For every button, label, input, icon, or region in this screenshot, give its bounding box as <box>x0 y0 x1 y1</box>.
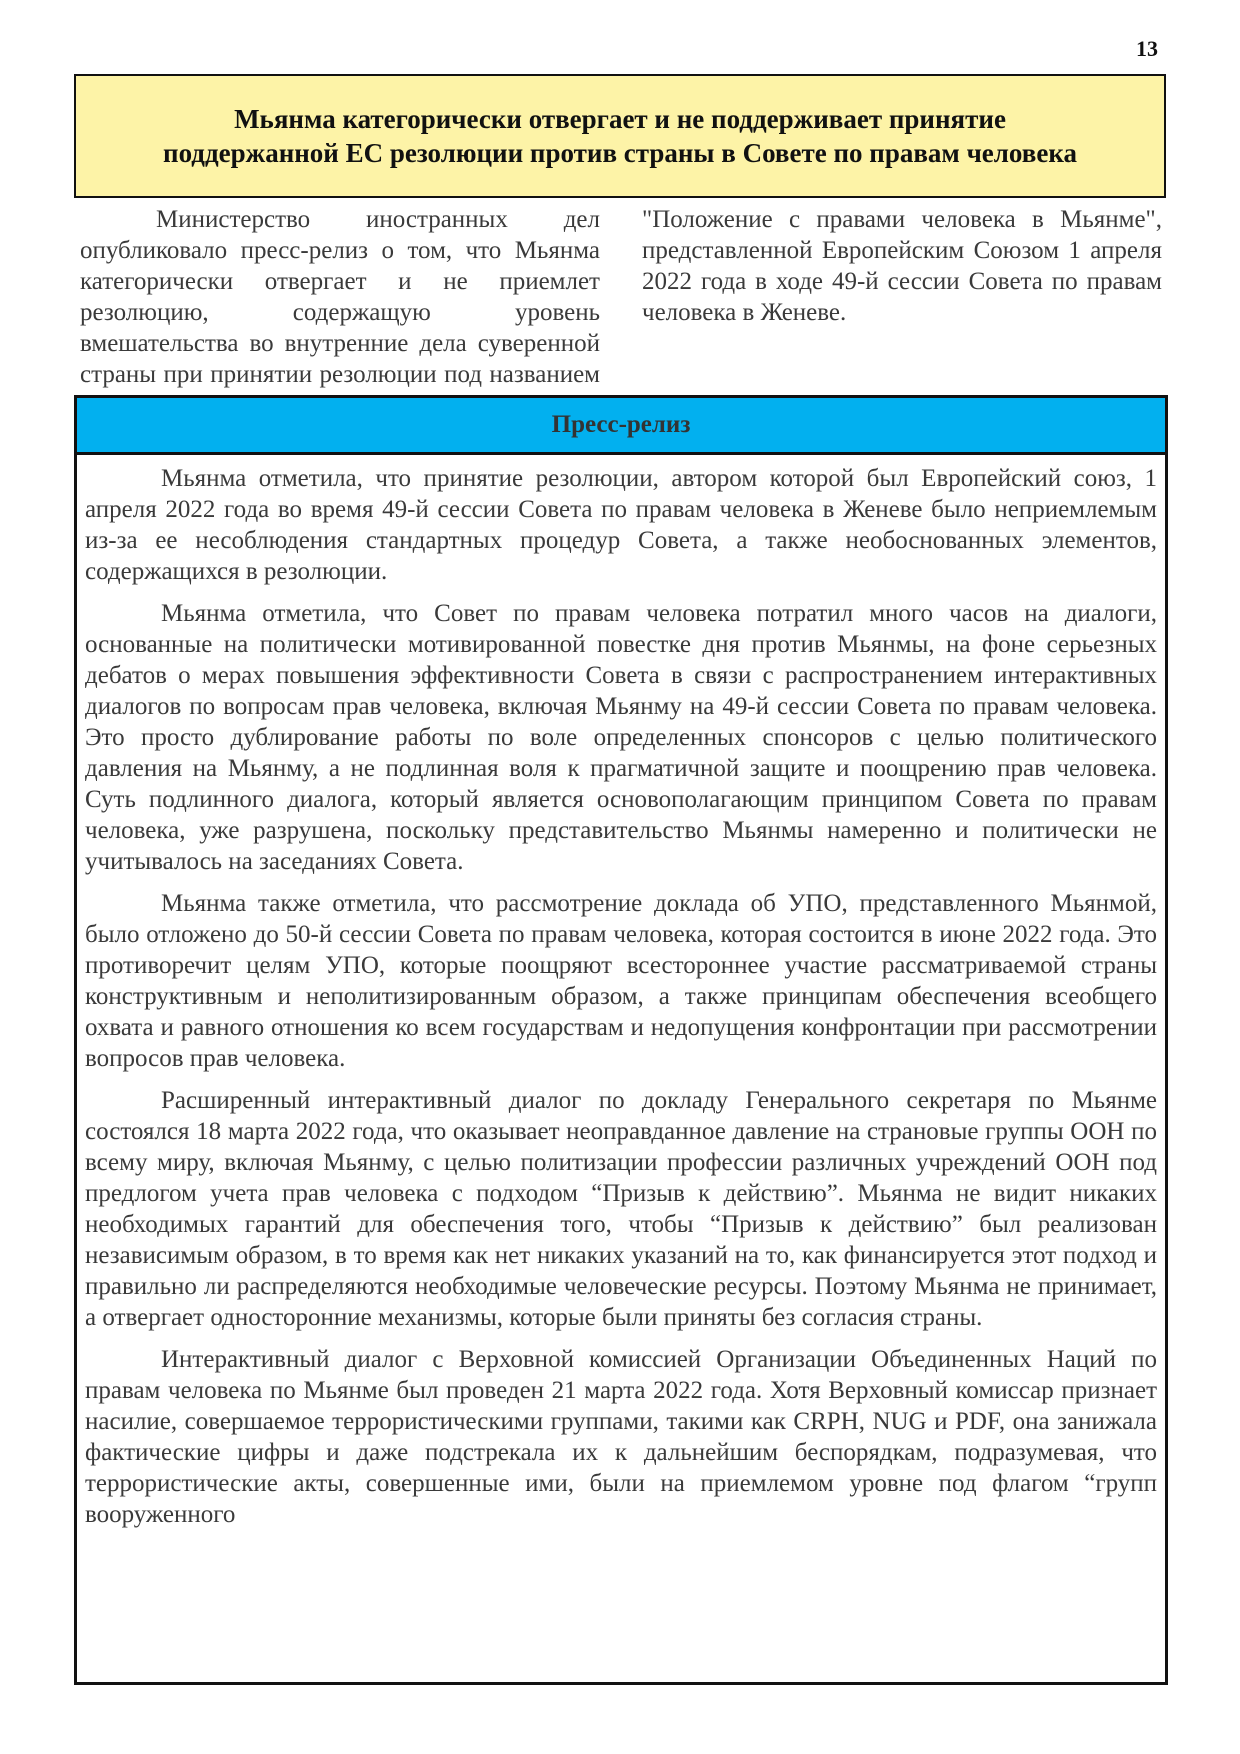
lead-section <box>80 204 1162 392</box>
press-paragraph: Расширенный интерактивный диалог по докладу Генерального секретаря по Мьянме состоялся 18 марта 2022 года, что оказывает неоправданное давление на страновые группы ООН по всему миру, включая Мьянму, с целью политизации профессии различных учреждений ООН под предлогом учета прав человека с подходом “Призыв к действию”. Мьянма не видит никаких необходимых гарантий для обеспечения того, чтобы “Призыв к действию” был реализован независимым образом, в то время как нет никаких указаний на то, как финансируется этот подход и правильно ли распределяются необходимые человеческие ресурсы. Поэтому Мьянма не принимает, а отвергает односторонние механизмы, которые были приняты без согласия страны. <box>85 1087 1157 1331</box>
press-paragraph: Интерактивный диалог с Верховной комиссией Организации Объединенных Наций по правам человека по Мьянме был проведен 21 марта 2022 года. Хотя Верховный комиссар признает насилие, совершаемое террористическими группами, такими как CRPH, NUG и PDF, она занижала фактические цифры и даже подстрекала их к дальнейшим беспорядкам, подразумевая, что террористические акты, совершенные ими, были на приемлемом уровне под флагом “групп вооруженного <box>85 1346 1157 1528</box>
press-release-header <box>77 398 1165 455</box>
page-number: 13 <box>1136 36 1158 61</box>
press-paragraph: Мьянма отметила, что принятие резолюции, автором которой был Европейский союз, 1 апреля 2022 года во время 49-й сессии Совета по правам человека в Женеве было неприемлемым из-за ее несоблюдения стандартных процедур Совета, а также необоснованных элементов, содержащихся в резолюции. <box>85 465 1157 585</box>
headline-box <box>74 74 1166 198</box>
press-paragraph: Мьянма отметила, что Совет по правам человека потратил много часов на диалоги, основанные на политически мотивированной повестке дня против Мьянмы, на фоне серьезных дебатов о мерах повышения эффективности Совета в связи с распространением интерактивных диалогов по вопросам прав человека, включая Мьянму на 49-й сессии Совета по правам человека. Это просто дублирование работы по воле определенных спонсоров с целью политического давления на Мьянму, а не подлинная воля к прагматичной защите и поощрению прав человека. Суть подлинного диалога, который является основополагающим принципом Совета по правам человека, уже разрушена, поскольку представительство Мьянмы намеренно и политически не учитывалось на заседаниях Совета. <box>85 600 1157 875</box>
press-release-body <box>77 455 1165 1530</box>
headline: Мьянма категорически отвергает и не поддерживает принятие поддержанной ЕС резолюции против страны в Совете по правам человека <box>163 104 1077 168</box>
press-release-title: Пресс-релиз <box>551 411 691 438</box>
press-release-box <box>74 395 1168 1685</box>
lead-paragraph: Министерство иностранных дел опубликовало пресс-релиз о том, что Мьянма категорически отвергает и не приемлет резолюцию, содержащую уровень вмешательства во внутренние дела суверенной страны при принятии резолюции под названием "Положение с правами человека в Мьянме", представленной Европейским Союзом 1 апреля 2022 года в ходе 49-й сессии Совета по правам человека в Женеве. <box>80 206 1162 388</box>
press-paragraph: Мьянма также отметила, что рассмотрение доклада об УПО, представленного Мьянмой, было отложено до 50-й сессии Совета по правам человека, которая состоится в июне 2022 года. Это противоречит целям УПО, которые поощряют всестороннее участие рассматриваемой страны конструктивным и неполитизированным образом, а также принципам обеспечения всеобщего охвата и равного отношения ко всем государствам и недопущения конфронтации при рассмотрении вопросов прав человека. <box>85 890 1157 1072</box>
